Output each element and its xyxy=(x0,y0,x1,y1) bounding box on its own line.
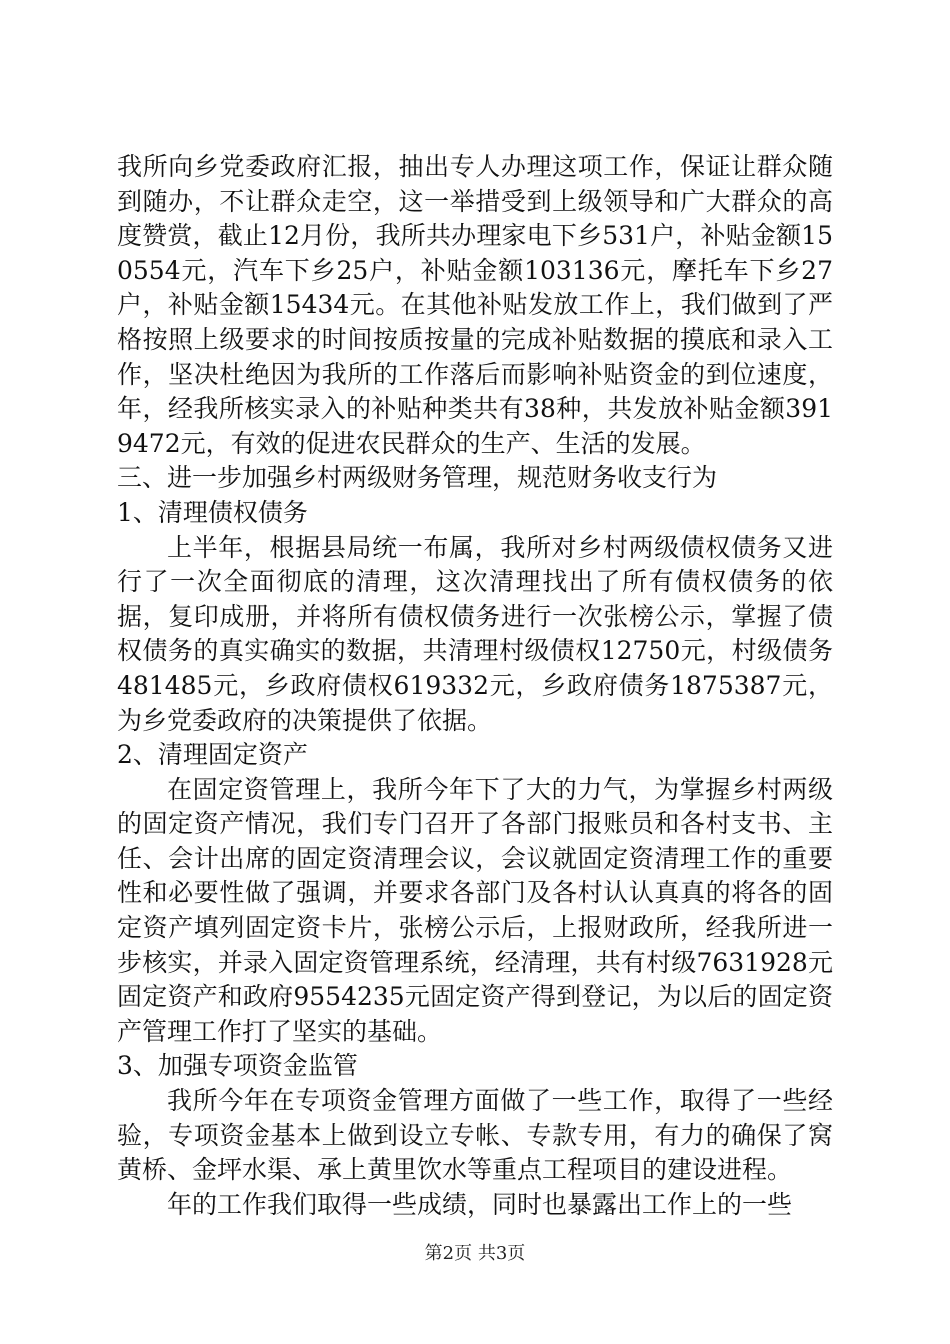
subheading-debt-clearing: 1、清理债权债务 xyxy=(117,497,308,527)
page-number-footer: 第2页 共3页 xyxy=(424,1243,526,1264)
paragraph-fixed-assets: 在固定资管理上，我所今年下了大的力气，为掌握乡村两级的固定资产情况，我们专门召开了各部门报账员和各村支书、主任、会计出席的固定资清理会议，会议就固定资清理工作的重要性和必要性做了强调，并要求各部门及各村认认真真的将各的固定资产填列固定资卡片，张榜公示后，上报财政所，经我所进一步核实，并录入固定资管理系统，经清理，共有村级7631928元固定资产和政府9554235元固定资产得到登记，为以后的固定资产管理工作打了坚实的基础。 xyxy=(117,774,833,1046)
subheading-special-funds: 3、加强专项资金监管 xyxy=(117,1051,358,1081)
document-body xyxy=(117,150,833,1222)
subheading-fixed-assets: 2、清理固定资产 xyxy=(117,740,308,770)
paragraph-continuation: 我所向乡党委政府汇报，抽出专人办理这项工作，保证让群众随到随办，不让群众走空，这一举措受到上级领导和广大群众的高度赞赏，截止12月份，我所共办理家电下乡531户，补贴金额150554元，汽车下乡25户，补贴金额103136元，摩托车下乡27户，补贴金额15434元。在其他补贴发放工作上，我们做到了严格按照上级要求的时间按质按量的完成补贴数据的摸底和录入工作，坚决杜绝因为我所的工作落后而影响补贴资金的到位速度，年，经我所核实录入的补贴种类共有38种，共发放补贴金额3919472元，有效的促进农民群众的生产、生活的发展。 xyxy=(117,152,833,458)
paragraph-special-funds: 我所今年在专项资金管理方面做了一些工作，取得了一些经验，专项资金基本上做到设立专帐、专款专用，有力的确保了窝黄桥、金坪水渠、承上黄里饮水等重点工程项目的建设进程。 xyxy=(117,1086,833,1185)
paragraph-summary-start: 年的工作我们取得一些成绩，同时也暴露出工作上的一些 xyxy=(167,1189,793,1219)
section-heading-3: 三、进一步加强乡村两级财务管理，规范财务收支行为 xyxy=(117,463,718,493)
paragraph-debt-clearing: 上半年，根据县局统一布属，我所对乡村两级债权债务又进行了一次全面彻底的清理，这次清理找出了所有债权债务的依据，复印成册，并将所有债权债务进行一次张榜公示，掌握了债权债务的真实确实的数据，共清理村级债权12750元，村级债务481485元，乡政府债权619332元，乡政府债务1875387元，为乡党委政府的决策提供了依据。 xyxy=(117,532,833,735)
